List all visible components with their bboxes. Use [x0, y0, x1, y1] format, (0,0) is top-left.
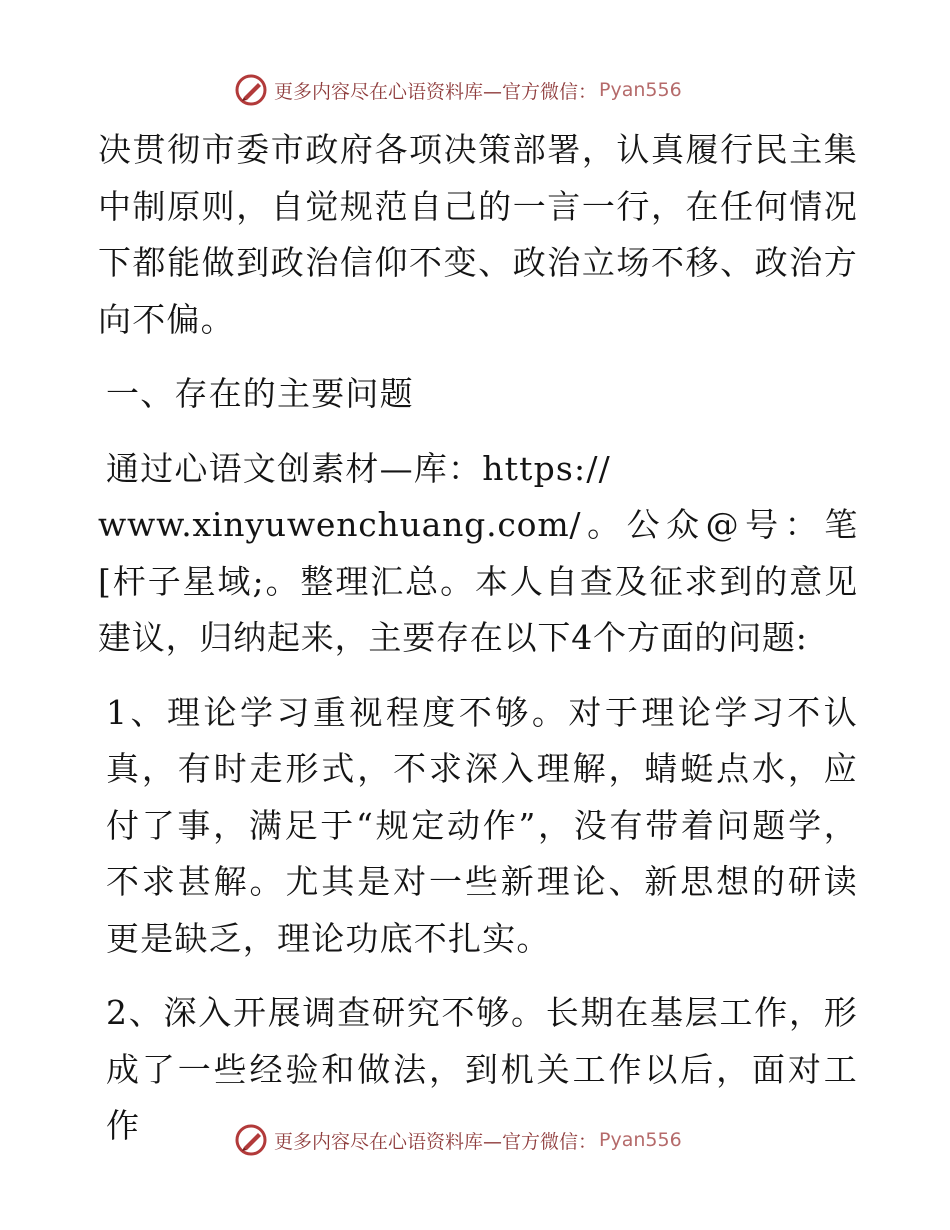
watermark-header: [234, 70, 682, 110]
watermark-prefix: 更多内容尽在心语资料库—官方微信：: [274, 1130, 598, 1153]
section-heading: 一、存在的主要问题: [106, 374, 414, 413]
paragraph-problem-1: 1、理论学习重视程度不够。对于理论学习不认真，有时走形式，不求深入理解，蜻蜓点水，应付了事，满足于“规定动作”，没有带着问题学，不求甚解。尤其是对一些新理论、新思想的研读更是缺乏，理论功底不扎实。: [106, 692, 858, 958]
pen-logo-icon: [234, 73, 268, 107]
pen-logo-icon: [234, 1123, 268, 1157]
paragraph-source-line: 通过心语文创素材—库：https://: [106, 448, 611, 488]
paragraph-problem-2: 2、深入开展调查研究不够。长期在基层工作，形成了一些经验和做法，到机关工作以后，面对工作: [106, 993, 858, 1145]
document-body: [98, 122, 858, 1155]
paragraph-source-body: www.xinyuwenchuang.com/。公众@号：笔[杆子星域;。整理汇总。本人自查及征求到的意见建议，归纳起来，主要存在以下4个方面的问题:: [98, 505, 858, 657]
watermark-footer: [234, 1120, 682, 1160]
watermark-prefix: 更多内容尽在心语资料库—官方微信：: [274, 80, 598, 103]
watermark-account: Pyan556: [599, 1129, 682, 1151]
watermark-account: Pyan556: [599, 79, 682, 101]
paragraph-continuation: 决贯彻市委市政府各项决策部署，认真履行民主集中制原则，自觉规范自己的一言一行，在任何情况下都能做到政治信仰不变、政治立场不移、政治方向不偏。: [98, 130, 858, 339]
